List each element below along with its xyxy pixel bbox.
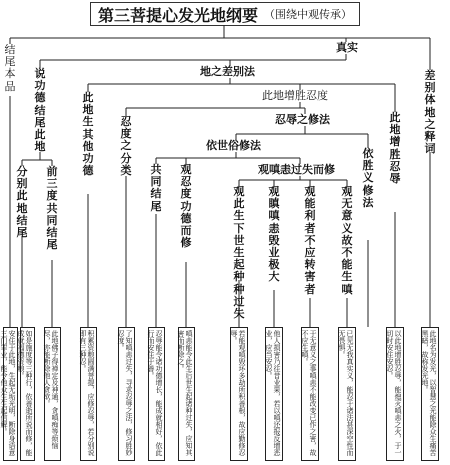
node-patience-classification: 忍度之分类 <box>120 115 132 177</box>
node-observe-anger-harm: 观瞋嗔恚毁业极大 <box>268 185 280 284</box>
title-subtitle: （围绕中观传承） <box>264 8 352 21</box>
node-observe-no-retaliate: 观能利者不应转害者 <box>304 185 316 296</box>
note-box-10: 于无意义之事嗔恚不能改变已作之害，故不应生嗔。 <box>301 327 319 461</box>
note-box-8: 若能观嗔毁坏多劫所积善根，故应勤修忍辱。 <box>230 327 248 461</box>
note-box-9: 他人损害乃往昔业果，若以嗔还报反增恶业，应当安忍。 <box>265 327 283 461</box>
node-ground-name-explanation: 差别体地之释词 <box>424 69 436 156</box>
node-observe-meaningless: 观无意义故不能生嗔 <box>341 185 353 296</box>
node-three-common: 前三度共同结尾 <box>46 165 58 252</box>
title-main: 第三菩提心发光地纲要 <box>97 5 258 25</box>
node-ultimate: 依胜义修法 <box>362 147 374 209</box>
node-conventional: 依世俗修法 <box>206 139 261 152</box>
node-patience-merit: 观忍度功德而修 <box>180 163 192 250</box>
node-conclusion: 结尾本品 <box>4 43 16 93</box>
note-box-11: 已见无我真实义，能忍于诸法甚深空性而无畏惧。 <box>338 327 356 461</box>
note-box-2: 如是施度等三种行，依善逝所说而修，能成就福德资粮。 <box>20 327 35 461</box>
note-box-13: 此地名为发光，以智慧之光能除众生痛苦黑暗，故称发光地。 <box>421 327 439 461</box>
note-box-6: 忍辱能令诸功德增长，能成就相好，依此行而安住于善。 <box>148 327 165 461</box>
note-box-5: 了知嗔恚过失，寻求忍辱之法，修习胜妙忍度。 <box>118 327 135 461</box>
note-box-3: 此地佛子得禅定及神通，贪嗔痴等烦恼尽，亦能断除他人贪欲。 <box>44 327 61 461</box>
note-box-7: 嗔恚能令此生后世生起诸种过失，应知其害而断除之。 <box>178 327 195 461</box>
node-real: 真实 <box>336 41 358 54</box>
node-patience-method: 忍辱之修法 <box>275 113 330 126</box>
node-ground-enhanced-patience: 此地增胜忍辱 <box>389 111 401 186</box>
node-other-merits: 此地生其他功德 <box>82 91 94 178</box>
node-observe-non-virtue: 观此生下世生起种种过失 <box>233 185 245 321</box>
note-box-4: 积累资粮圆满菩提，应修忍辱，若分别说即有三种忍。 <box>80 327 97 461</box>
node-common-conclusion: 共同结尾 <box>150 163 162 213</box>
node-divide-conclusion: 分别此地结尾 <box>16 165 28 240</box>
node-this-ground-patience: 此地增胜忍度 <box>262 89 328 102</box>
node-anger-faults: 观嗔恚过失而修 <box>258 163 335 176</box>
note-box-12: 以此地增胜忍辱，能熄灭嗔恚之火，于一切时安住安忍。 <box>386 327 404 461</box>
node-ground-difference: 地之差别法 <box>200 65 255 78</box>
node-merit-conclusion: 说功德结尾此地 <box>34 67 46 154</box>
note-box-1: 安住于此地，生起无垢光明，断除身语意三门罪业，能令他众生生起信解。 <box>3 327 18 461</box>
